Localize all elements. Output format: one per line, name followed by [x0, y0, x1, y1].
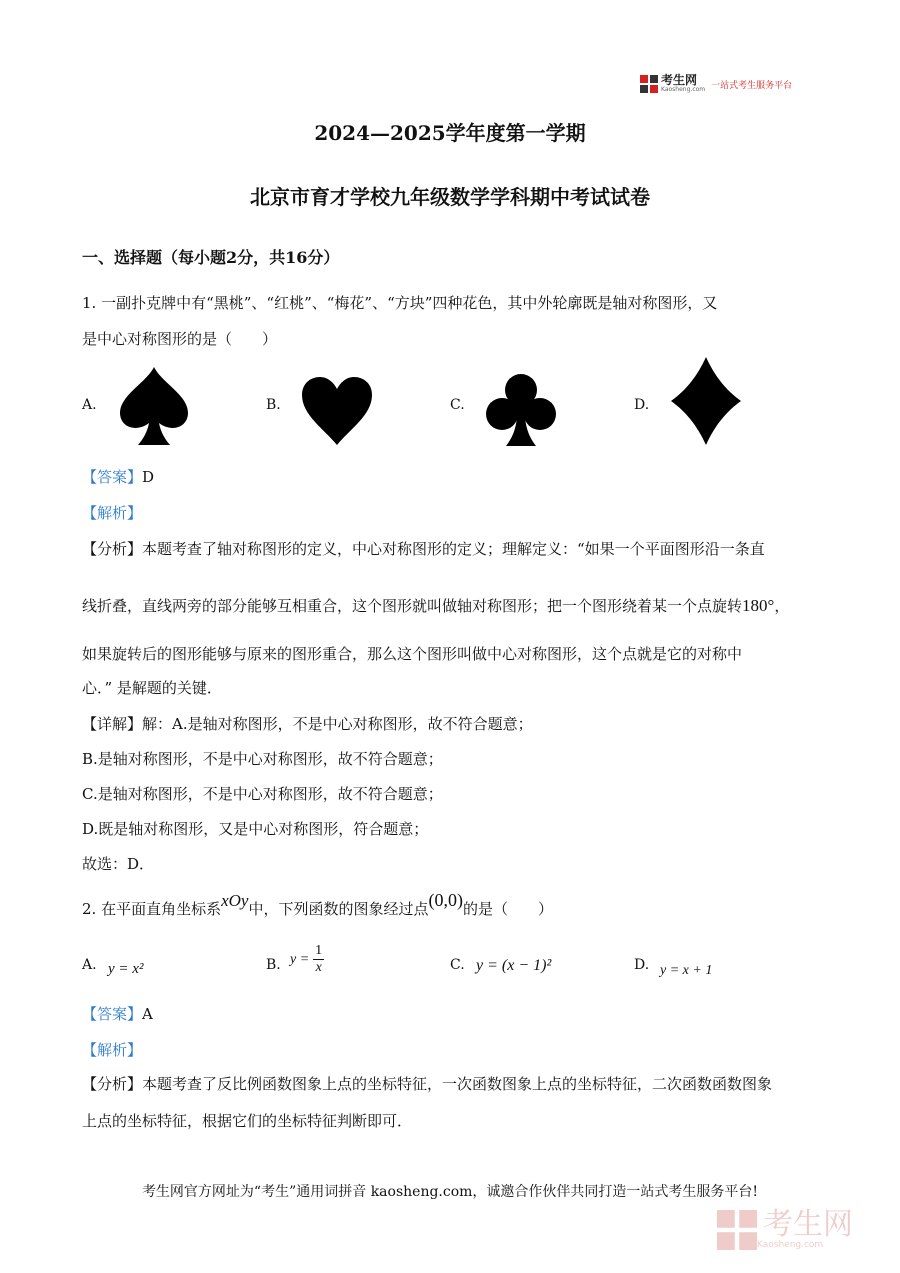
detail-tag: 【详解】 [82, 715, 143, 733]
q2-option-d-label: D. [634, 957, 650, 973]
fraction-numerator: 1 [315, 943, 323, 958]
q2-option-a-label: A. [82, 957, 97, 973]
watermark-logo-icon [717, 1210, 757, 1250]
rotation-angle: 180° [742, 596, 775, 615]
q1-detail-line1: 【详解】解：A.是轴对称图形，不是中心对称图形，故不符合题意； [82, 715, 533, 733]
q2-fenxi-line2: 上点的坐标特征，根据它们的坐标特征判断即可． [82, 1112, 413, 1130]
q1-choose: 故选：D． [82, 855, 155, 873]
section-heading: 一、选择题（每小题2分，共16分） [82, 248, 340, 267]
q1-detail-line4: D.既是轴对称图形，又是中心对称图形，符合题意； [82, 820, 429, 838]
q1-stem-line1: 1. 一副扑克牌中有“黑桃”、“红桃”、“梅花”、“方块”四种花色，其中外轮廓既是轴对称图形，又 [82, 294, 718, 312]
q2-option-d-formula: y = x + 1 [660, 963, 713, 978]
q2-stem: 2. 在平面直角坐标系xOy中，下列函数的图象经过点(0,0)的是（ ） [82, 890, 553, 918]
q2-jiexi-tag: 【解析】 [82, 1041, 143, 1059]
heart-icon [300, 375, 374, 451]
diamond-icon [669, 355, 743, 451]
q1-fenxi-line4: 心．” 是解题的关键． [82, 679, 222, 697]
q2-option-a-formula: y = x² [108, 961, 144, 977]
spade-icon [116, 365, 192, 451]
q2-option-c-label: C. [450, 957, 465, 973]
q2-option-b-label: B. [266, 957, 281, 973]
watermark-name: 考生网 [763, 1207, 853, 1242]
q1-detail-line3: C.是轴对称图形，不是中心对称图形，故不符合题意； [82, 785, 443, 803]
answer-tag: 【答案】 [82, 468, 143, 486]
answer-tag: 【答案】 [82, 1005, 143, 1023]
fraction-denominator: x [315, 960, 322, 975]
fenxi-tag: 【分析】 [82, 540, 143, 558]
answer-value: A [142, 1005, 153, 1023]
q1-fenxi-line2: 线折叠，直线两旁的部分能够互相重合，这个图形就叫做轴对称图形；把一个图形绕着某一个点旋转180°， [82, 596, 790, 615]
q1-detail-line2: B.是轴对称图形，不是中心对称图形，故不符合题意； [82, 750, 443, 768]
q2-fenxi-line1: 【分析】本题考查了反比例函数图象上点的坐标特征，一次函数图象上点的坐标特征，二次函数函数图象 [82, 1075, 773, 1093]
q1-option-b-label: B. [266, 397, 281, 413]
page-title-line2: 北京市育才学校九年级数学学科期中考试试卷 [250, 185, 650, 209]
origin-point: (0,0) [428, 890, 463, 910]
logo-subtitle: Kaosheng.com [661, 86, 706, 93]
q2-option-c-formula: y = (x − 1)² [476, 957, 552, 974]
q2-answer [82, 1003, 153, 1024]
page-title-line1: 2024—2025学年度第一学期 [314, 121, 586, 145]
logo-name: 考生网 [661, 73, 698, 87]
q2-option-b-formula: y = $\frac{1}{x}$ [290, 943, 323, 975]
club-icon [484, 372, 558, 452]
q1-fenxi-line3: 如果旋转后的图形能够与原来的图形重合，那么这个图形叫做中心对称图形，这个点就是它的对称中 [82, 645, 743, 663]
q1-option-a-label: A. [82, 397, 97, 413]
q1-option-c-label: C. [450, 397, 465, 413]
watermark-subtitle: Kaosheng.com [757, 1240, 824, 1250]
kaosheng-logo-icon [640, 75, 658, 93]
q1-answer [82, 466, 154, 487]
fenxi-tag: 【分析】 [82, 1075, 143, 1093]
coordinate-system: xOy [221, 891, 249, 910]
logo-slogan: 一站式考生服务平台 [711, 80, 793, 91]
watermark [717, 1205, 877, 1255]
q1-option-d-label: D. [634, 397, 650, 413]
q1-stem-line2: 是中心对称图形的是（ ） [82, 330, 278, 348]
footer-text: 考生网官方网址为“考生”通用词拼音 kaosheng.com，诚邀合作伙伴共同打造一站式考生服务平台! [141, 1184, 759, 1200]
q1-fenxi-line1: 【分析】本题考查了轴对称图形的定义，中心对称图形的定义；理解定义：“如果一个平面图形沿一条直 [82, 540, 765, 558]
q1-jiexi-tag: 【解析】 [82, 504, 143, 522]
answer-value: D [142, 468, 155, 486]
header-logo [640, 73, 810, 95]
